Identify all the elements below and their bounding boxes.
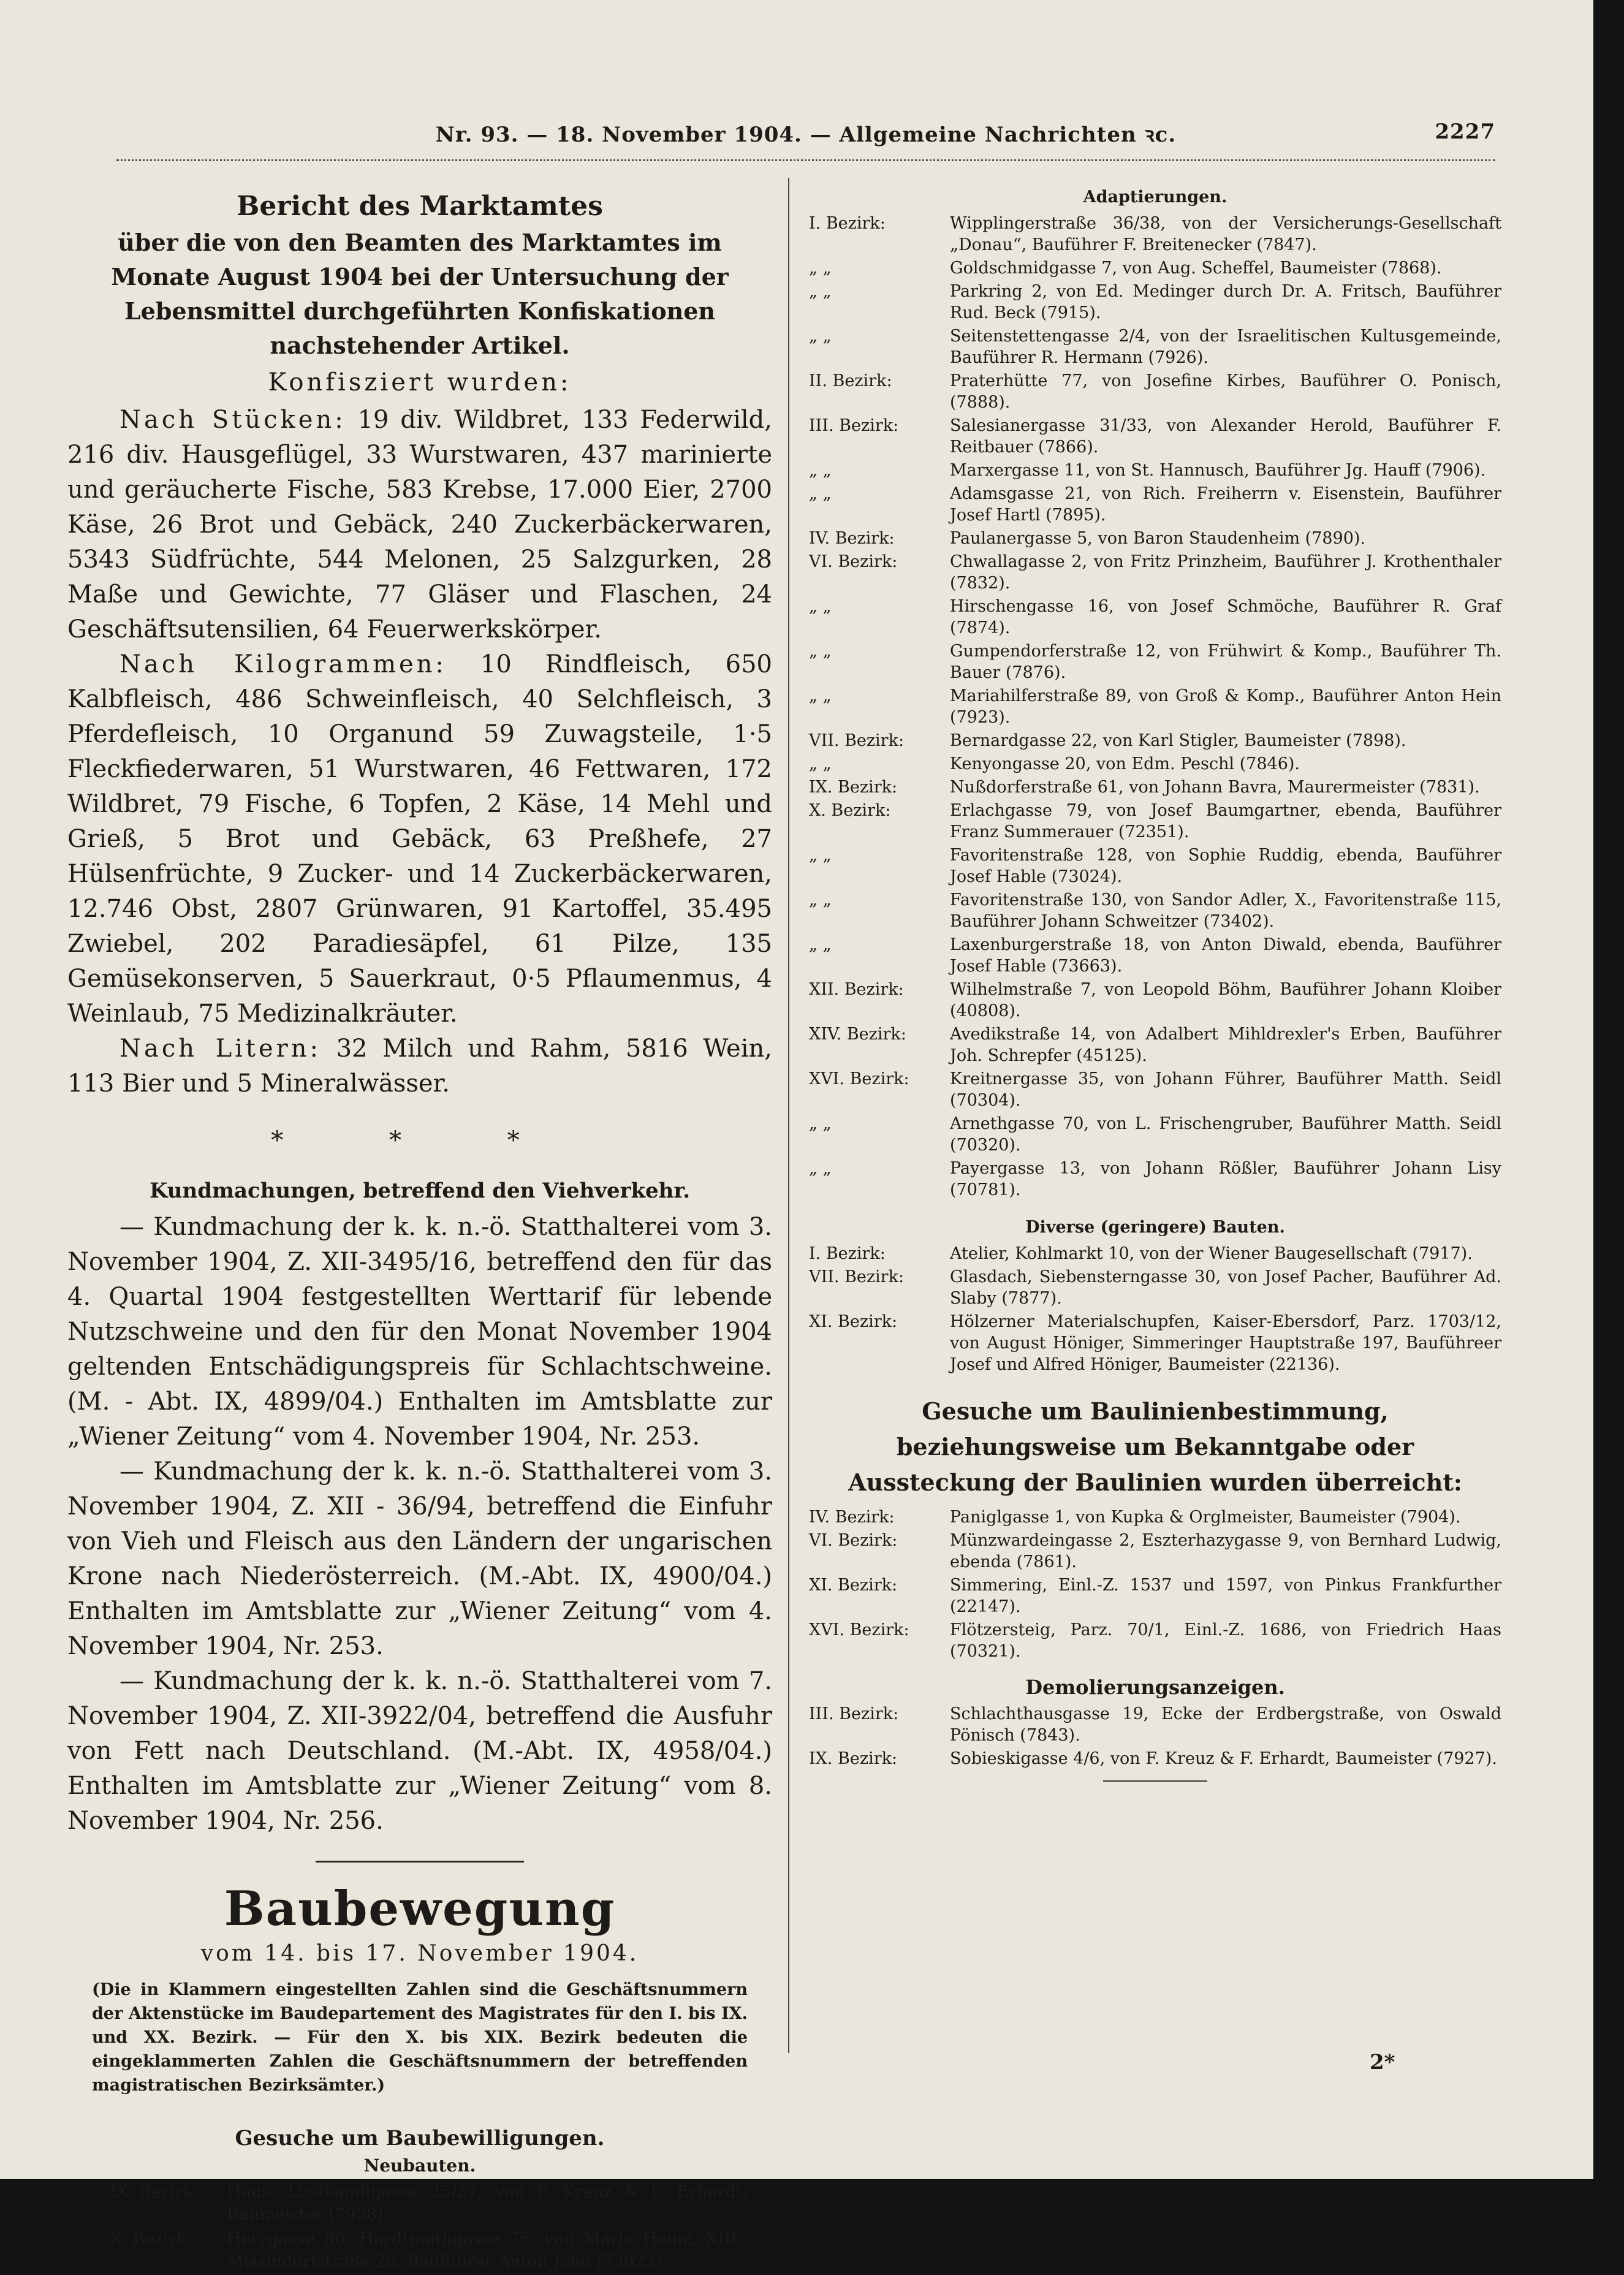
list-item (809, 596, 1501, 639)
list-item (809, 1748, 1501, 1769)
bezirk-label: VI. Bezirk: (809, 552, 898, 571)
list-item (809, 800, 1501, 843)
bezirk-label: „ „ (809, 891, 832, 910)
bezirk-label: X. Bezirk: (110, 2230, 192, 2249)
baulinien-heading: Gesuche um Baulinienbestimmung, beziehungsweise um Bekanntgabe oder Aussteckung der Baulinien wurden überreicht: (848, 1397, 1462, 1496)
bezirk-label: IV. Bezirk: (809, 1508, 895, 1527)
by-pieces-text: 19 div. Wildbret, 133 Federwild, 216 div. Hausgeflügel, 33 Wurstwaren, 437 marinierte und geräucherte Fische, 583 Krebse, 17.000 Eier, 2700 Käse, 26 Brot und Gebäck, 240 Zuckerbäckerwaren, 5343 Südfrüchte, 544 Melonen, 25 Salzgurken, 28 Maße und Gewichte, 77 Gläser und Flaschen, 24 Geschäftsutensilien, 64 Feuerwerkskörper. (67, 406, 772, 644)
running-header: Nr. 93. — 18. November 1904. — Allgemeine Nachrichten ꝛc. (435, 123, 1177, 147)
adaptierungen-list (809, 213, 1501, 1201)
entry-text: Adamsgasse 21, von Rich. Freiherrn v. Eisenstein, Bauführer Josef Hartl (7895). (950, 484, 1501, 525)
bezirk-label: „ „ (809, 597, 832, 616)
entry-text: Seitenstettengasse 2/4, von der Israelitischen Kultusgemeinde, Bauführer R. Hermann (7926). (950, 327, 1501, 367)
bezirk-label: „ „ (809, 1159, 832, 1178)
list-item (809, 934, 1501, 977)
bezirk-label: „ „ (809, 686, 832, 705)
list-item (809, 640, 1501, 683)
list-item (110, 2181, 748, 2226)
list-item (809, 1158, 1501, 1201)
bezirk-label: IX. Bezirk: (809, 1749, 898, 1768)
list-item (809, 685, 1501, 728)
list-item (809, 370, 1501, 413)
entry-text: Erlachgasse 79, von Josef Baumgartner, ebenda, Bauführer Franz Summerauer (72351). (950, 801, 1501, 841)
header-rule (116, 153, 1495, 161)
baubewegung-title: Baubewegung (224, 1881, 616, 1937)
diverse-heading: Diverse (geringere) Bauten. (1025, 1218, 1285, 1237)
bezirk-label: XVI. Bezirk: (809, 1620, 909, 1639)
list-item (809, 1243, 1501, 1264)
by-pieces-paragraph (67, 403, 772, 647)
entry-text: Wipplingerstraße 36/38, von der Versicherungs-Gesellschaft „Donau“, Bauführer F. Breitenecker (7847). (950, 214, 1501, 254)
report-title: Bericht des Marktamtes (237, 191, 603, 222)
by-kg-paragraph (67, 647, 772, 1031)
entry-text: Avedikstraße 14, von Adalbert Mihldrexler's Erben, Bauführer Joh. Schrepfer (45125). (950, 1025, 1501, 1065)
page-number: 2227 (1435, 120, 1495, 144)
list-item (809, 1266, 1501, 1309)
bezirk-label: III. Bezirk: (809, 416, 899, 435)
permits-heading: Gesuche um Baubewilligungen. (235, 2126, 605, 2151)
bezirk-label: I. Bezirk: (809, 1244, 886, 1263)
by-kg-label: Nach Kilogrammen: (120, 650, 447, 678)
closing-rule (1103, 1780, 1207, 1782)
entry-text: Atelier, Kohlmarkt 10, von der Wiener Baugesellschaft (7917). (950, 1244, 1473, 1263)
bezirk-label: XVI. Bezirk: (809, 1069, 909, 1088)
bezirk-label: IX. Bezirk: (110, 2182, 199, 2201)
by-liters-label: Nach Litern: (120, 1035, 322, 1063)
list-item (809, 730, 1501, 751)
bezirk-label: „ „ (809, 282, 832, 301)
entry-text: Hölzerner Materialschupfen, Kaiser-Ebersdorf, Parz. 1703/12, von August Höniger, Simmeringer Hauptstraße 197, Bauführeer Josef und Alfred Höniger, Baumeister (22136). (950, 1312, 1501, 1374)
entry-text: Simmering, Einl.-Z. 1537 und 1597, von Pinkus Frankfurther (22147). (950, 1576, 1501, 1616)
report-subtitle: über die von den Beamten des Marktamtes im Monate August 1904 bei der Untersuchung der Lebensmittel durchgeführten Konfiskationen nachstehender Artikel. (111, 229, 729, 359)
bezirk-label: „ „ (809, 846, 832, 865)
entry-text: Praterhütte 77, von Josefine Kirbes, Bauführer O. Ponisch, (7888). (950, 371, 1501, 412)
entry-text: Laxenburgerstraße 18, von Anton Diwald, ebenda, Bauführer Josef Hable (73663). (950, 935, 1501, 976)
diverse-list (809, 1243, 1501, 1375)
entry-text: Payergasse 13, von Johann Rößler, Bauführer Johann Lisy (70781). (950, 1159, 1501, 1199)
entry-text: Kreitnergasse 35, von Johann Führer, Bauführer Matth. Seidl (70304). (950, 1069, 1501, 1110)
list-item (809, 551, 1501, 594)
demolierung-heading: Demolierungsanzeigen. (1025, 1676, 1285, 1699)
baubewegung-dates: vom 14. bis 17. November 1904. (200, 1941, 639, 1966)
page-header (116, 120, 1495, 150)
bezirk-label: „ „ (809, 327, 832, 346)
left-column (67, 184, 772, 2275)
section-divider (316, 1861, 524, 1863)
entry-text: Wilhelmstraße 7, von Leopold Böhm, Bauführer Johann Kloiber (40808). (950, 980, 1501, 1020)
list-item (809, 1024, 1501, 1066)
entry-text: Gumpendorferstraße 12, von Frühwirt & Komp., Bauführer Th. Bauer (7876). (950, 642, 1501, 682)
list-item (809, 460, 1501, 481)
bezirk-label: „ „ (809, 259, 832, 278)
list-item (809, 281, 1501, 324)
list-item (809, 415, 1501, 458)
demolierung-list (809, 1703, 1501, 1769)
list-item (809, 1703, 1501, 1746)
entry-text: Favoritenstraße 130, von Sandor Adler, X., Favoritenstraße 115, Bauführer Johann Schweitzer (73402). (950, 891, 1501, 931)
entry-text: Schlachthausgasse 19, Ecke der Erdbergstraße, von Oswald Pönisch (7843). (950, 1704, 1501, 1745)
baubewegung-note: (Die in Klammern eingestellten Zahlen sind die Geschäftsnummern der Aktenstücke im Baudepartement des Magistrates für den I. bis IX. und XX. Bezirk. — Für den X. bis XIX. Bezirk bedeuten die eingeklammerten Zahlen die Geschäftsnummern der betreffenden magistratischen Bezirksämter.) (92, 1980, 748, 2095)
entry-text: Sobieskigasse 4/6, von F. Kreuz & F. Erhardt, Baumeister (7927). (950, 1749, 1497, 1768)
sheet-signature: 2* (1370, 2050, 1395, 2075)
bezirk-label: „ „ (809, 1114, 832, 1133)
entry-text: Paniglgasse 1, von Kupka & Orglmeister, Baumeister (7904). (950, 1508, 1461, 1527)
by-kg-text: 10 Rindfleisch, 650 Kalbfleisch, 486 Schweinfleisch, 40 Selchfleisch, 3 Pferdefleisch, 10 Organund 59 Zuwagsteile, 1·5 Fleckfiederwaren, 51 Wurstwaren, 46 Fettwaren, 172 Wildbret, 79 Fische, 6 Topfen, 2 Käse, 14 Mehl und Grieß, 5 Brot und Gebäck, 63 Preßhefe, 27 Hülsenfrüchte, 9 Zucker- und 14 Zuckerbäckerwaren, 12.746 Obst, 2807 Grünwaren, 91 Kartoffel, 35.495 Zwiebel, 202 Paradiesäpfel, 61 Pilze, 135 Gemüsekonserven, 5 Sauerkraut, 0·5 Pflaumenmus, 4 Weinlaub, 75 Medizinalkräuter. (67, 650, 772, 1028)
list-item (809, 979, 1501, 1022)
entry-text: Bernardgasse 22, von Karl Stigler, Baumeister (7898). (950, 731, 1406, 750)
by-liters-paragraph (67, 1031, 772, 1101)
entry-text: Chwallagasse 2, von Fritz Prinzheim, Bauführer J. Krothenthaler (7832). (950, 552, 1501, 593)
list-item (809, 753, 1501, 775)
bezirk-label: II. Bezirk: (809, 371, 892, 390)
entry-text: Nußdorferstraße 61, von Johann Bavra, Maurermeister (7831). (950, 778, 1480, 797)
bezirk-label: „ „ (809, 642, 832, 661)
announcement: — Kundmachung der k. k. n.-ö. Statthalterei vom 3. November 1904, Z. XII-3495/16, betreffend den für das 4. Quartal 1904 festgestellten Werttarif für lebende Nutzschweine und den für den Monat November 1904 geltenden Entschädigungspreis für Schlachtschweine. (M. - Abt. IX, 4899/04.) Enthalten im Amtsblatte zur „Wiener Zeitung“ vom 4. November 1904, Nr. 253. (67, 1213, 772, 1451)
bezirk-label: XI. Bezirk: (809, 1576, 898, 1595)
list-item (809, 1574, 1501, 1617)
entry-text: Paulanergasse 5, von Baron Staudenheim (7890). (950, 529, 1366, 548)
entry-text: Münzwardeingasse 2, Eszterhazygasse 9, von Bernhard Ludwig, ebenda (7861). (950, 1531, 1501, 1571)
confiscated-heading: Konfisziert wurden: (268, 368, 572, 397)
section-stars: * * * (271, 1126, 569, 1155)
entry-text: Kenyongasse 20, von Edm. Peschl (7846). (950, 754, 1300, 773)
list-item (809, 325, 1501, 368)
bezirk-label: VI. Bezirk: (809, 1531, 898, 1550)
bezirk-label: I. Bezirk: (809, 214, 886, 233)
bezirk-label: XII. Bezirk: (809, 980, 904, 999)
list-item (809, 1530, 1501, 1573)
list-item (110, 2228, 748, 2273)
entry-text: Mariahilferstraße 89, von Groß & Komp., Bauführer Anton Hein (7923). (950, 686, 1501, 727)
list-item (809, 528, 1501, 549)
by-pieces-label: Nach Stücken: (120, 406, 346, 434)
bezirk-label: VII. Bezirk: (809, 1267, 905, 1286)
bezirk-label: III. Bezirk: (809, 1704, 899, 1723)
entry-text: Flötzersteig, Parz. 70/1, Einl.-Z. 1686, von Friedrich Haas (70321). (950, 1620, 1501, 1661)
bezirk-label: IV. Bezirk: (809, 529, 895, 548)
entry-text: Glasdach, Siebensterngasse 30, von Josef Pacher, Bauführer Ad. Slaby (7877). (950, 1267, 1501, 1308)
bezirk-label: VII. Bezirk: (809, 731, 905, 750)
neubauten-heading: Neubauten. (363, 2155, 476, 2176)
bezirk-label: „ „ (809, 754, 832, 773)
announcement: — Kundmachung der k. k. n.-ö. Statthalterei vom 7. November 1904, Z. XII-3922/04, betreffend die Ausfuhr von Fett nach Deutschland. (M.-Abt. IX, 4958/04.) Enthalten im Amtsblatte zur „Wiener Zeitung“ vom 8. November 1904, Nr. 256. (67, 1667, 772, 1835)
bezirk-label: „ „ (809, 484, 832, 503)
bezirk-label: XI. Bezirk: (809, 1312, 898, 1331)
column-divider (788, 178, 789, 2053)
list-item (809, 257, 1501, 279)
list-item (809, 1506, 1501, 1528)
bezirk-label: X. Bezirk: (809, 801, 891, 820)
bezirk-label: XIV. Bezirk: (809, 1025, 906, 1044)
entry-text: Salesianergasse 31/33, von Alexander Herold, Bauführer F. Reitbauer (7866). (950, 416, 1501, 457)
right-column (809, 184, 1501, 1782)
list-item (809, 777, 1501, 798)
entry-text: Marxergasse 11, von St. Hannusch, Bauführer Jg. Hauff (7906). (950, 461, 1486, 480)
list-item (809, 1619, 1501, 1662)
baulinien-list (809, 1506, 1501, 1662)
list-item (809, 1113, 1501, 1156)
list-item (809, 889, 1501, 932)
bezirk-label: „ „ (809, 461, 832, 480)
entry-text: Goldschmidgasse 7, von Aug. Scheffel, Baumeister (7868). (950, 259, 1442, 278)
list-item (809, 213, 1501, 256)
list-item (809, 1068, 1501, 1111)
list-item (809, 845, 1501, 887)
entry-text: Hirschengasse 16, von Josef Schmöche, Bauführer R. Graf (7874). (950, 597, 1501, 637)
list-item (809, 1311, 1501, 1375)
entry-text: Arnethgasse 70, von L. Frischengruber, Bauführer Matth. Seidl (70320). (950, 1114, 1501, 1155)
announcement: — Kundmachung der k. k. n.-ö. Statthalterei vom 3. November 1904, Z. XII - 36/94, betreffend die Einfuhr von Vieh und Fleisch aus den Ländern der ungarischen Krone nach Niederösterreich. (M.-Abt. IX, 4900/04.) Enthalten im Amtsblatte zur „Wiener Zeitung“ vom 4. November 1904, Nr. 253. (67, 1457, 772, 1660)
by-liters-text: 32 Milch und Rahm, 5816 Wein, 113 Bier und 5 Mineralwässer. (67, 1035, 772, 1098)
adaptierungen-heading: Adaptierungen. (1083, 188, 1227, 207)
entry-text: Parkring 2, von Ed. Medinger durch Dr. A. Fritsch, Bauführer Rud. Beck (7915). (950, 282, 1501, 322)
neubauten-list (110, 2181, 748, 2273)
entry-text: Herzgasse 80, Hardtmuthgasse 75, von Marie Heinz, XIII., Missindorfstraße 26, Bauführer Anton John (73023). (227, 2230, 748, 2271)
entry-text: Favoritenstraße 128, von Sophie Ruddig, ebenda, Bauführer Josef Hable (73024). (950, 846, 1501, 886)
entry-text: Haus, Lustkandlgasse 25/27, von F. Krenz & F. Erhardt, Baumeister (7928). (227, 2182, 748, 2224)
bezirk-label: IX. Bezirk: (809, 778, 898, 797)
livestock-heading: Kundmachungen, betreffend den Viehverkehr. (149, 1179, 691, 1203)
list-item (809, 483, 1501, 526)
bezirk-label: „ „ (809, 935, 832, 954)
